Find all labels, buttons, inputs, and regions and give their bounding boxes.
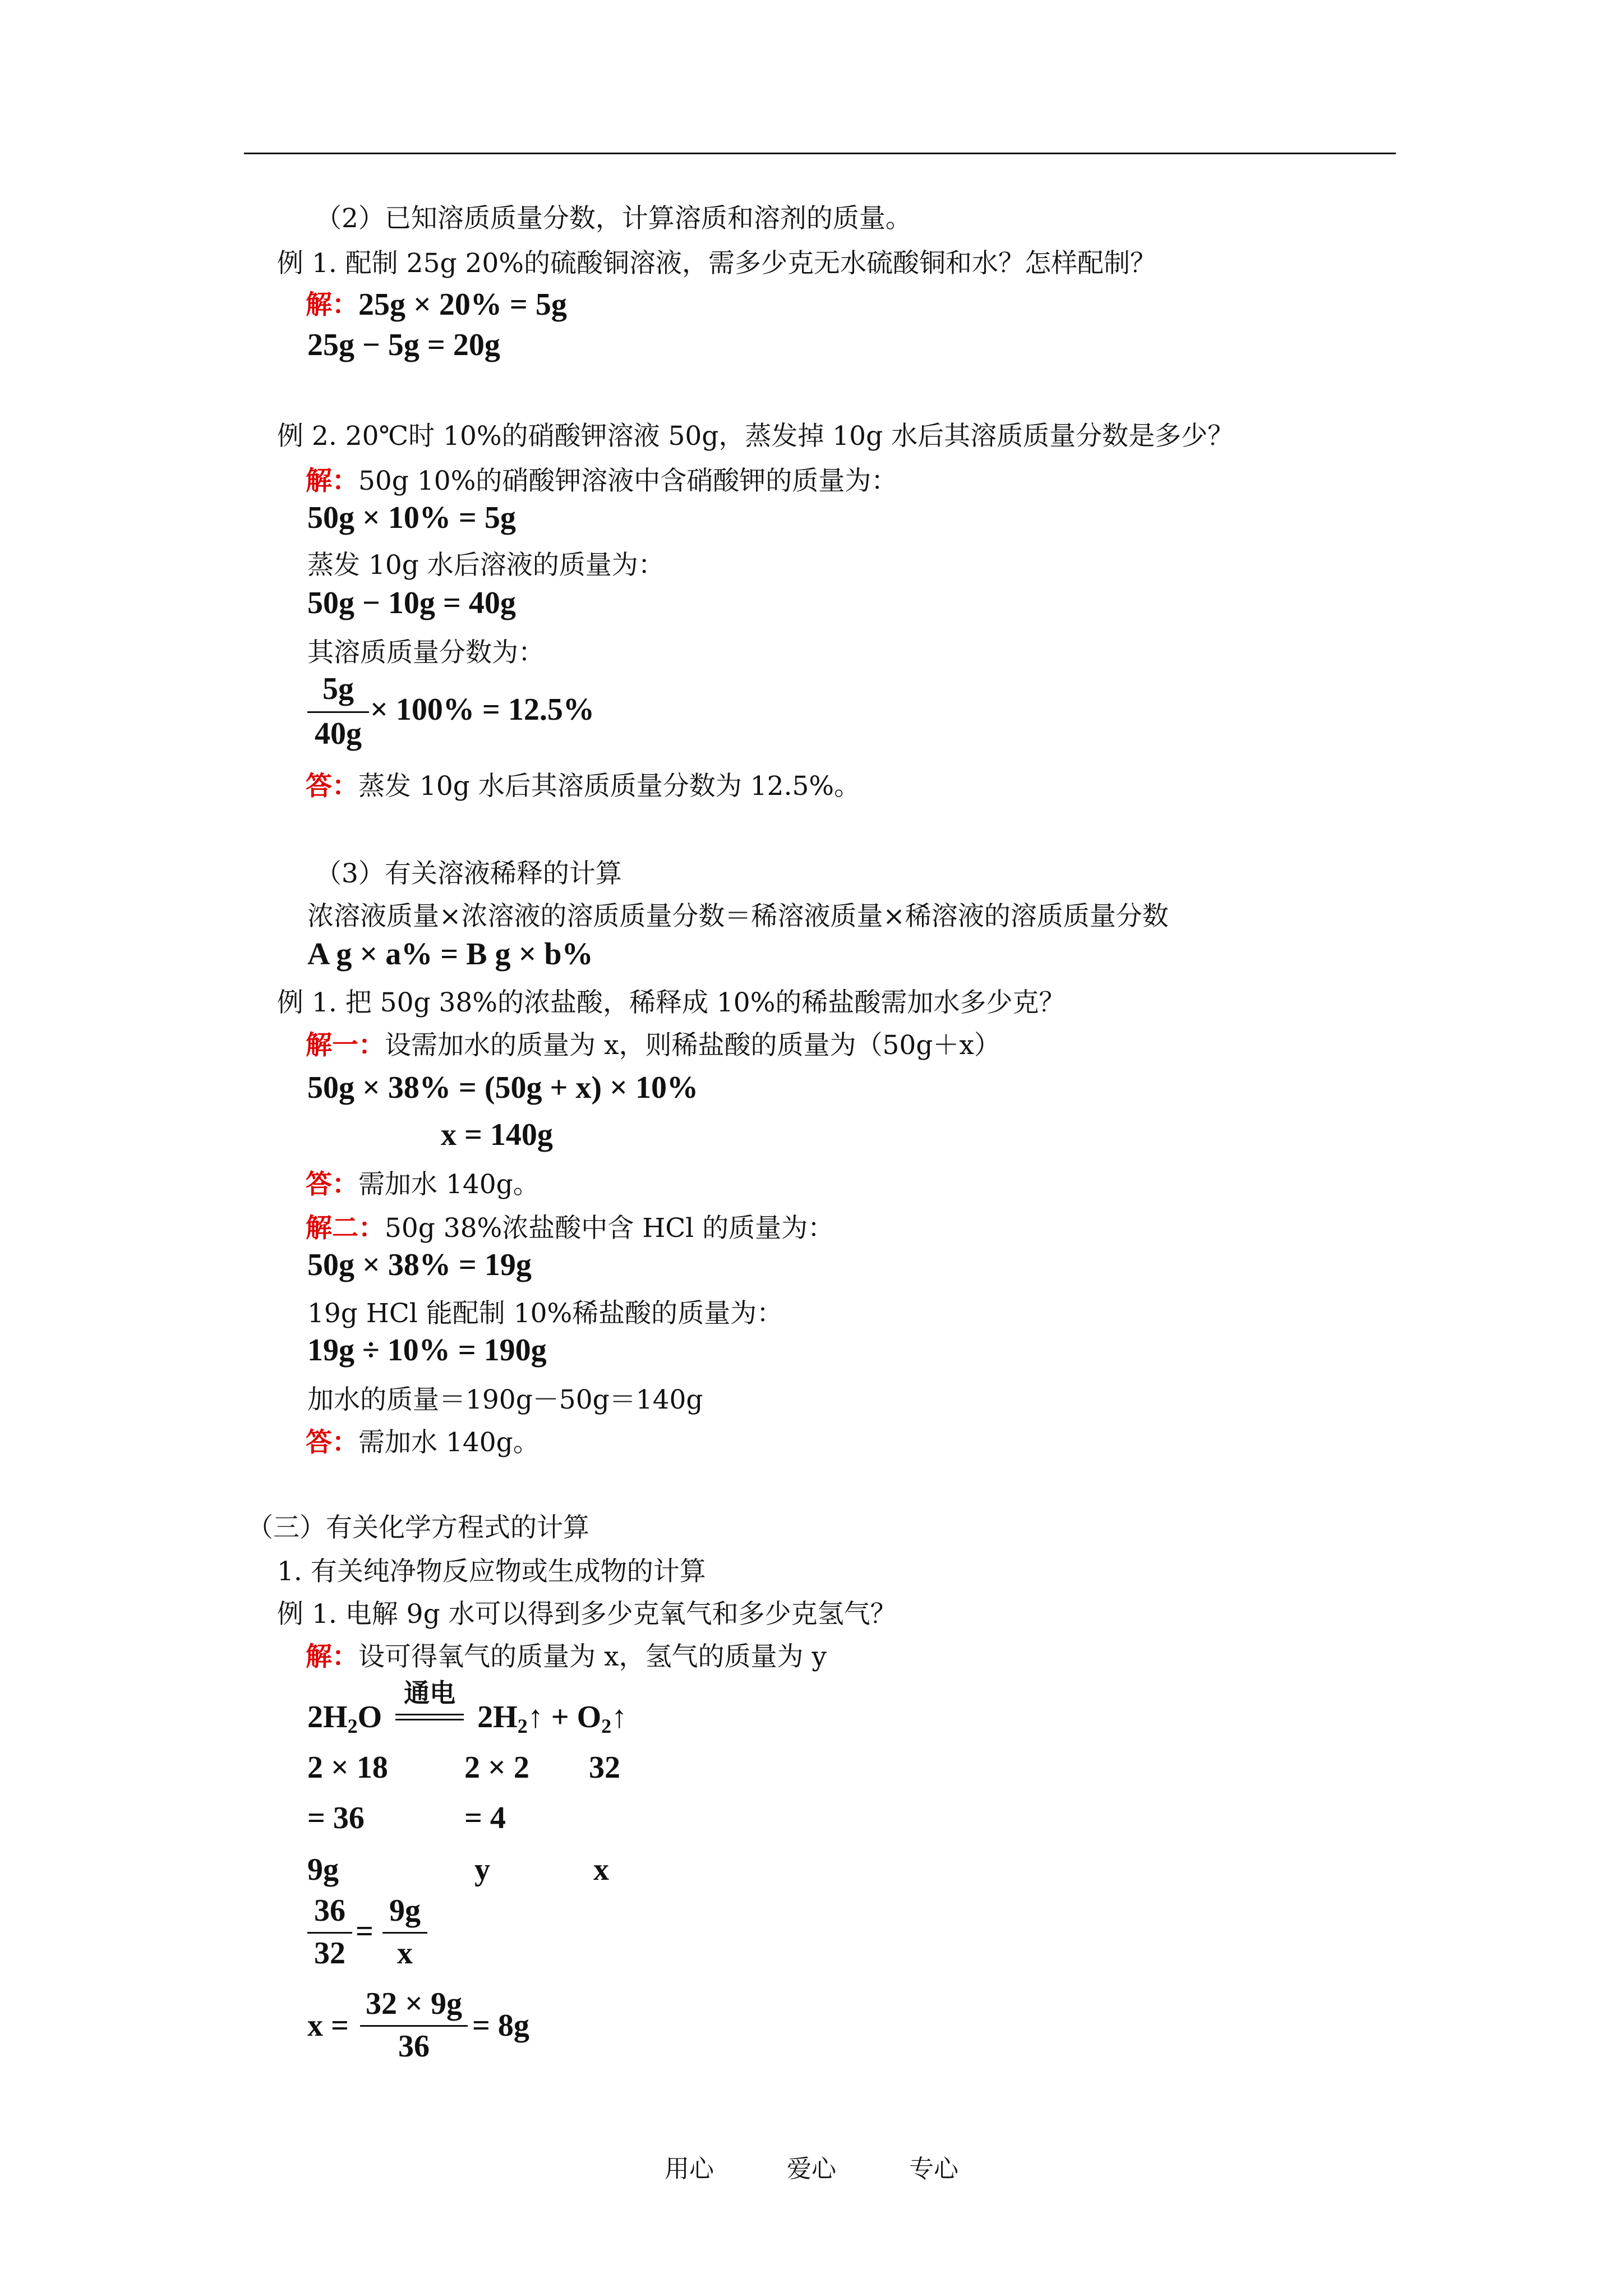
example-question: 例 1. 把 50g 38%的浓盐酸，稀释成 10%的稀盐酸需加水多少克？ bbox=[277, 987, 1066, 1018]
fraction bbox=[307, 671, 369, 755]
equation: 50g × 38% = (50g + x) × 10% bbox=[307, 1070, 698, 1105]
solution-line bbox=[306, 1029, 1000, 1062]
answer-line bbox=[306, 1168, 540, 1202]
example-question: 例 2. 20℃时 10%的硝酸钾溶液 50g，蒸发掉 10g 水后其溶质质量分数是多少？ bbox=[277, 421, 1234, 452]
equation: 50g − 10g = 40g bbox=[307, 586, 516, 620]
equals-bar-top bbox=[395, 1714, 464, 1715]
section-heading-three: （三）有关化学方程式的计算 bbox=[247, 1512, 589, 1543]
footer-word: 用心 bbox=[665, 2155, 714, 2183]
fraction-numerator: 9g bbox=[389, 1893, 421, 1928]
solution-line bbox=[306, 285, 567, 322]
solution-text: 加水的质量＝190g－50g＝140g bbox=[307, 1384, 703, 1415]
gas-arrow-icon: ↑ bbox=[611, 1700, 628, 1734]
fraction bbox=[360, 1986, 468, 2070]
answer-label: 答： bbox=[306, 1169, 358, 1200]
solution-line bbox=[306, 1640, 827, 1674]
fraction bbox=[382, 1893, 427, 1977]
page-footer bbox=[0, 2148, 1623, 2184]
header-rule bbox=[244, 153, 1396, 154]
section-heading-3: （3）有关溶液稀释的计算 bbox=[315, 858, 622, 889]
solution-label: 解： bbox=[306, 466, 358, 496]
solution-label: 解： bbox=[306, 289, 358, 320]
solution-text: 50g 38%浓盐酸中含 HCl 的质量为： bbox=[385, 1213, 834, 1244]
fraction-numerator: 32 × 9g bbox=[366, 1986, 462, 2021]
answer-line bbox=[306, 1426, 540, 1460]
fraction-numerator: 5g bbox=[322, 671, 354, 706]
answer-label: 答： bbox=[306, 1427, 358, 1458]
gas-arrow-icon: ↑ bbox=[527, 1700, 543, 1734]
product-oxygen: $O_2$ bbox=[577, 1700, 612, 1737]
solution-label: 解一： bbox=[306, 1030, 385, 1061]
equals-bar-bottom bbox=[395, 1719, 464, 1720]
reaction-arrow bbox=[393, 1678, 466, 1727]
fraction-bar bbox=[307, 711, 369, 713]
chemical-equation: $2H_2O$ 通电 $2H_2↑$ + $O_2↑$ bbox=[307, 1699, 627, 1745]
equation-lhs: x = bbox=[307, 2008, 349, 2043]
fraction bbox=[307, 1893, 352, 1977]
equation-tail: × 100% = 12.5% bbox=[370, 692, 594, 727]
fraction-denominator: x bbox=[397, 1936, 413, 1971]
fraction-denominator: 40g bbox=[315, 716, 362, 751]
example-question: 例 1. 电解 9g 水可以得到多少克氧气和多少克氢气？ bbox=[277, 1599, 897, 1630]
ratio-row-3-col-1: 9g bbox=[307, 1852, 339, 1887]
solution-text: 设可得氧气的质量为 x，氢气的质量为 y bbox=[358, 1641, 827, 1672]
section-heading-2: （2）已知溶质质量分数，计算溶质和溶剂的质量。 bbox=[315, 203, 912, 234]
dilution-rule: 浓溶液质量×浓溶液的溶质质量分数＝稀溶液质量×稀溶液的溶质质量分数 bbox=[307, 901, 1169, 932]
ratio-row-3-col-2: y bbox=[474, 1852, 490, 1887]
ratio-row-3-col-3: x bbox=[593, 1852, 609, 1887]
ratio-row-1-col-1: 2 × 18 bbox=[307, 1750, 388, 1785]
answer-text: 蒸发 10g 水后其溶质质量分数为 12.5%。 bbox=[358, 771, 861, 802]
answer-label: 答： bbox=[306, 771, 358, 802]
solution-line bbox=[306, 1212, 834, 1245]
product-hydrogen: $2H_2$ bbox=[477, 1700, 528, 1737]
fraction-bar bbox=[382, 1932, 427, 1934]
equation: 19g ÷ 10% = 190g bbox=[307, 1333, 547, 1368]
ratio-row-1-col-3: 32 bbox=[589, 1750, 620, 1785]
dilution-formula: A g × a% = B g × b% bbox=[307, 937, 593, 972]
reaction-condition: 通电 bbox=[404, 1678, 456, 1708]
ratio-row-2-col-1: = 36 bbox=[307, 1801, 365, 1835]
footer-word: 专心 bbox=[909, 2155, 958, 2183]
equation: 50g × 10% = 5g bbox=[307, 500, 516, 535]
fraction-bar bbox=[307, 1932, 352, 1934]
subsection-heading: 1. 有关纯净物反应物或生成物的计算 bbox=[277, 1556, 706, 1587]
solution-text: 蒸发 10g 水后溶液的质量为： bbox=[307, 550, 665, 581]
solution-text: 50g 10%的硝酸钾溶液中含硝酸钾的质量为： bbox=[358, 466, 898, 496]
equation-tail: = 8g bbox=[472, 2008, 529, 2043]
answer-text: 需加水 140g。 bbox=[358, 1169, 540, 1200]
solution-line bbox=[306, 464, 897, 498]
reactant-water: $2H_2O$ bbox=[307, 1700, 382, 1737]
ratio-row-2-col-2: = 4 bbox=[464, 1801, 506, 1835]
ratio-row-1-col-2: 2 × 2 bbox=[464, 1750, 529, 1785]
equation: 25g × 20% = 5g bbox=[358, 287, 567, 322]
fraction-bar bbox=[360, 2025, 468, 2027]
equation: 25g − 5g = 20g bbox=[307, 328, 500, 362]
solution-text: 19g HCl 能配制 10%稀盐酸的质量为： bbox=[307, 1298, 783, 1329]
solution-label: 解： bbox=[306, 1641, 358, 1672]
equation: 50g × 38% = 19g bbox=[307, 1248, 532, 1282]
fraction-numerator: 36 bbox=[314, 1893, 345, 1928]
equation: x = 140g bbox=[441, 1117, 553, 1152]
answer-text: 需加水 140g。 bbox=[358, 1427, 540, 1458]
fraction-denominator: 32 bbox=[314, 1936, 345, 1971]
footer-word: 爱心 bbox=[787, 2155, 836, 2183]
example-question: 例 1. 配制 25g 20%的硫酸铜溶液，需多少克无水硫酸铜和水？怎样配制？ bbox=[277, 248, 1156, 279]
fraction-denominator: 36 bbox=[398, 2029, 430, 2064]
solution-text: 设需加水的质量为 x，则稀盐酸的质量为（50g＋x） bbox=[385, 1030, 1000, 1061]
answer-line bbox=[306, 770, 860, 803]
solution-text: 其溶质质量分数为： bbox=[307, 637, 545, 668]
equals-sign: = bbox=[356, 1914, 374, 1949]
solution-label: 解二： bbox=[306, 1213, 385, 1244]
